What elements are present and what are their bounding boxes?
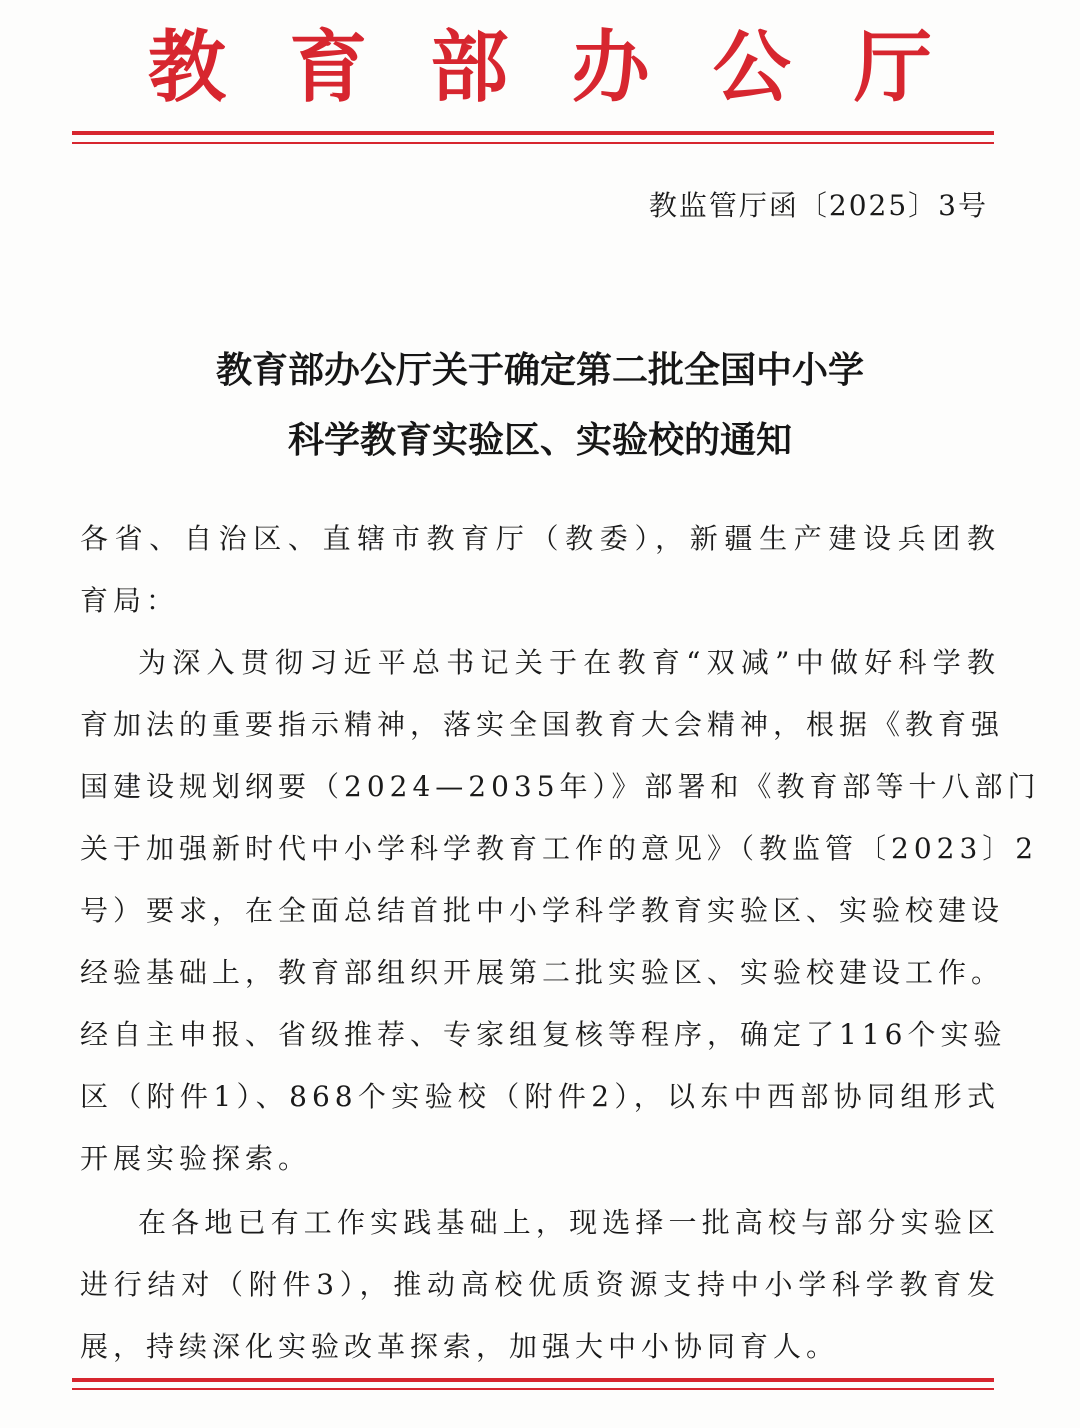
- body-paragraph-1: [80, 632, 1041, 1190]
- header-char: 公: [712, 22, 791, 113]
- salutation-line: 各省、自治区、直辖市教育厅（教委），新疆生产建设兵团教: [80, 522, 1000, 555]
- paragraph-line: 经验基础上，教育部组织开展第二批实验区、实验校建设工作。: [80, 956, 1005, 989]
- paragraph-line: 区（附件1）、868个实验校（附件2），以东中西部协同组形式: [80, 1080, 1000, 1113]
- paragraph-line: 国建设规划纲要（2024—2035年）》部署和《教育部等十八部门: [80, 770, 1041, 803]
- paragraph-line: 展，持续深化实验改革探索，加强大中小协同育人。: [80, 1330, 840, 1363]
- paragraph-line: 关于加强新时代中小学科学教育工作的意见》（教监管〔2023〕2: [80, 832, 1039, 865]
- paragraph-line: 在各地已有工作实践基础上，现选择一批高校与部分实验区: [138, 1206, 1000, 1239]
- paragraph-line: 进行结对（附件3），推动高校优质资源支持中小学科学教育发: [80, 1268, 1000, 1301]
- header-red-rule-thick: [72, 131, 994, 135]
- header-char: 教: [148, 22, 227, 113]
- document-title-line: 教育部办公厅关于确定第二批全国中小学: [215, 350, 864, 391]
- header-red-rule-thin: [72, 142, 994, 144]
- header-char: 育: [289, 22, 368, 113]
- paragraph-line: 为深入贯彻习近平总书记关于在教育“双减”中做好科学教: [138, 646, 1000, 679]
- paragraph-line: 号）要求，在全面总结首批中小学科学教育实验区、实验校建设: [80, 894, 1005, 927]
- body-paragraph-2: [80, 1192, 1000, 1378]
- header-char: 部: [430, 22, 509, 113]
- paragraph-line: 经自主申报、省级推荐、专家组复核等程序，确定了116个实验: [80, 1018, 1007, 1051]
- header-char: 办: [571, 22, 650, 113]
- footer-red-rule-thin: [72, 1388, 994, 1390]
- paragraph-line: 育加法的重要指示精神，落实全国教育大会精神，根据《教育强: [80, 708, 1005, 741]
- paragraph-line: 开展实验探索。: [80, 1142, 312, 1175]
- salutation-line: 育局：: [80, 584, 180, 617]
- document-title: [70, 336, 1010, 476]
- header-char: 厅: [853, 22, 932, 113]
- footer-red-rule-thick: [72, 1378, 994, 1382]
- issuing-authority-header: [70, 18, 1010, 118]
- document-title-line: 科学教育实验区、实验校的通知: [287, 420, 792, 461]
- salutation: [80, 508, 1000, 632]
- document-number: 教监管厅函〔2025〕3号: [648, 189, 988, 222]
